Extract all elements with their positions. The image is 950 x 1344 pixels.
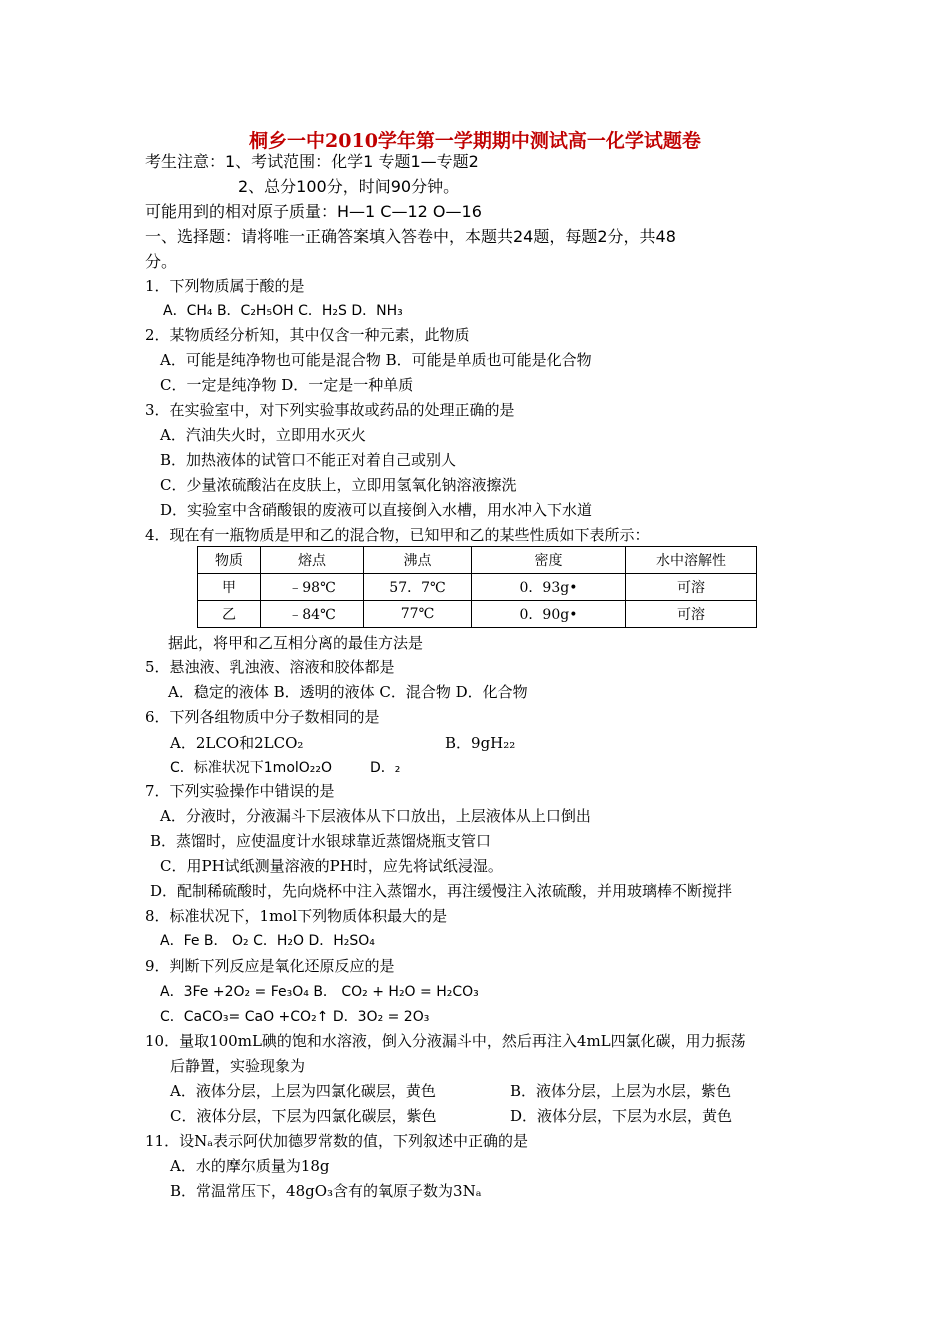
q6-option-a: A．2LCO和2LCO₂ — [170, 734, 304, 752]
q5-stem: 5．悬浊液、乳浊液、溶液和胶体都是 — [145, 658, 395, 676]
table-header-cell: 沸点 — [364, 547, 472, 574]
q2-options-row1: A．可能是纯净物也可能是混合物 B．可能是单质也可能是化合物 — [160, 351, 592, 369]
q3-option-d: D．实验室中含硝酸银的废液可以直接倒入水槽，用水冲入下水道 — [160, 501, 593, 519]
q7-option-b: B．蒸馏时，应使温度计水银球靠近蒸馏烧瓶支管口 — [150, 832, 492, 850]
q7-option-a: A．分液时，分液漏斗下层液体从下口放出，上层液体从上口倒出 — [160, 807, 591, 825]
table-cell: 乙 — [198, 601, 261, 628]
q3-stem: 3．在实验室中，对下列实验事故或药品的处理正确的是 — [145, 401, 515, 419]
q2-stem: 2．某物质经分析知，其中仅含一种元素，此物质 — [145, 326, 470, 344]
q6-option-b: B．9gH₂₂ — [445, 734, 516, 752]
q10-option-a: A．液体分层，上层为四氯化碳层，黄色 — [170, 1082, 436, 1100]
q9-stem: 9．判断下列反应是氧化还原反应的是 — [145, 957, 395, 975]
table-cell: ﹣84℃ — [261, 601, 364, 628]
q3-option-c: C．少量浓硫酸沾在皮肤上，立即用氢氧化钠溶液擦洗 — [160, 476, 517, 494]
table-cell: 0．93g• — [472, 574, 626, 601]
notice-line-2: 2、总分100分，时间90分钟。 — [238, 177, 460, 196]
q8-options: A．Fe B． O₂ C．H₂O D．H₂SO₄ — [160, 933, 375, 949]
q10-option-d: D．液体分层，下层为水层，黄色 — [510, 1107, 733, 1125]
table-cell: 0．90g• — [472, 601, 626, 628]
q3-option-b: B．加热液体的试管口不能正对着自己或别人 — [160, 451, 457, 469]
q3-option-a: A．汽油失火时，立即用水灭火 — [160, 426, 366, 444]
exam-title: 桐乡一中2010学年第一学期期中测试高一化学试题卷 — [249, 130, 701, 152]
q10-option-c: C．液体分层，下层为四氯化碳层，紫色 — [170, 1107, 437, 1125]
q4-stem: 4．现在有一瓶物质是甲和乙的混合物，已知甲和乙的某些性质如下表所示： — [145, 526, 650, 544]
q1-options: A．CH₄ B．C₂H₅OH C．H₂S D．NH₃ — [163, 303, 403, 319]
q11-stem: 11．设Nₐ表示阿伏加德罗常数的值，下列叙述中正确的是 — [145, 1132, 529, 1150]
q4-property-table — [197, 546, 757, 628]
section1-heading-cont: 分。 — [145, 252, 178, 271]
q5-options: A．稳定的液体 B．透明的液体 C．混合物 D．化合物 — [168, 683, 528, 701]
q10-option-b: B．液体分层，上层为水层，紫色 — [510, 1082, 732, 1100]
table-cell: ﹣98℃ — [261, 574, 364, 601]
q9-options-row1: A．3Fe +2O₂ = Fe₃O₄ B． CO₂ + H₂O = H₂CO₃ — [160, 984, 479, 1000]
q2-options-row2: C．一定是纯净物 D．一定是一种单质 — [160, 376, 414, 394]
table-header-row — [198, 547, 757, 574]
table-row — [198, 601, 757, 628]
table-header-cell: 熔点 — [261, 547, 364, 574]
table-cell: 可溶 — [626, 574, 757, 601]
table-cell: 甲 — [198, 574, 261, 601]
table-header-cell: 物质 — [198, 547, 261, 574]
q9-options-row2: C．CaCO₃= CaO +CO₂↑ D．3O₂ = 2O₃ — [160, 1009, 430, 1025]
q11-option-b: B．常温常压下，48gO₃含有的氧原子数为3Nₐ — [170, 1182, 482, 1200]
q8-stem: 8．标准状况下，1mol下列物质体积最大的是 — [145, 907, 448, 925]
q1-stem: 1．下列物质属于酸的是 — [145, 277, 305, 295]
q4-after-table: 据此，将甲和乙互相分离的最佳方法是 — [168, 634, 424, 652]
q6-stem: 6．下列各组物质中分子数相同的是 — [145, 708, 380, 726]
table-cell: 77℃ — [364, 601, 472, 628]
q6-option-d: D．₂ — [370, 760, 401, 776]
table-header-cell: 水中溶解性 — [626, 547, 757, 574]
table-cell: 57．7℃ — [364, 574, 472, 601]
table-row — [198, 574, 757, 601]
table-header-cell: 密度 — [472, 547, 626, 574]
notice-line-1: 考生注意：1、考试范围：化学1 专题1—专题2 — [145, 152, 479, 171]
table-cell: 可溶 — [626, 601, 757, 628]
q6-option-c: C．标准状况下1molO₂₂O — [170, 760, 333, 776]
q7-stem: 7．下列实验操作中错误的是 — [145, 782, 335, 800]
q7-option-d: D．配制稀硫酸时，先向烧杯中注入蒸馏水，再注缓慢注入浓硫酸，并用玻璃棒不断搅拌 — [150, 882, 733, 900]
q10-stem: 10．量取100mL碘的饱和水溶液，倒入分液漏斗中，然后再注入4mL四氯化碳，用力振荡 — [145, 1032, 746, 1050]
q7-option-c: C．用PH试纸测量溶液的PH时，应先将试纸浸湿。 — [160, 857, 503, 875]
q11-option-a: A．水的摩尔质量为18g — [170, 1157, 330, 1175]
section1-heading: 一、选择题：请将唯一正确答案填入答卷中，本题共24题，每题2分，共48 — [145, 227, 676, 246]
atomic-mass-line: 可能用到的相对原子质量：H—1 C—12 O—16 — [145, 202, 482, 221]
q10-stem-cont: 后静置，实验现象为 — [170, 1057, 306, 1075]
